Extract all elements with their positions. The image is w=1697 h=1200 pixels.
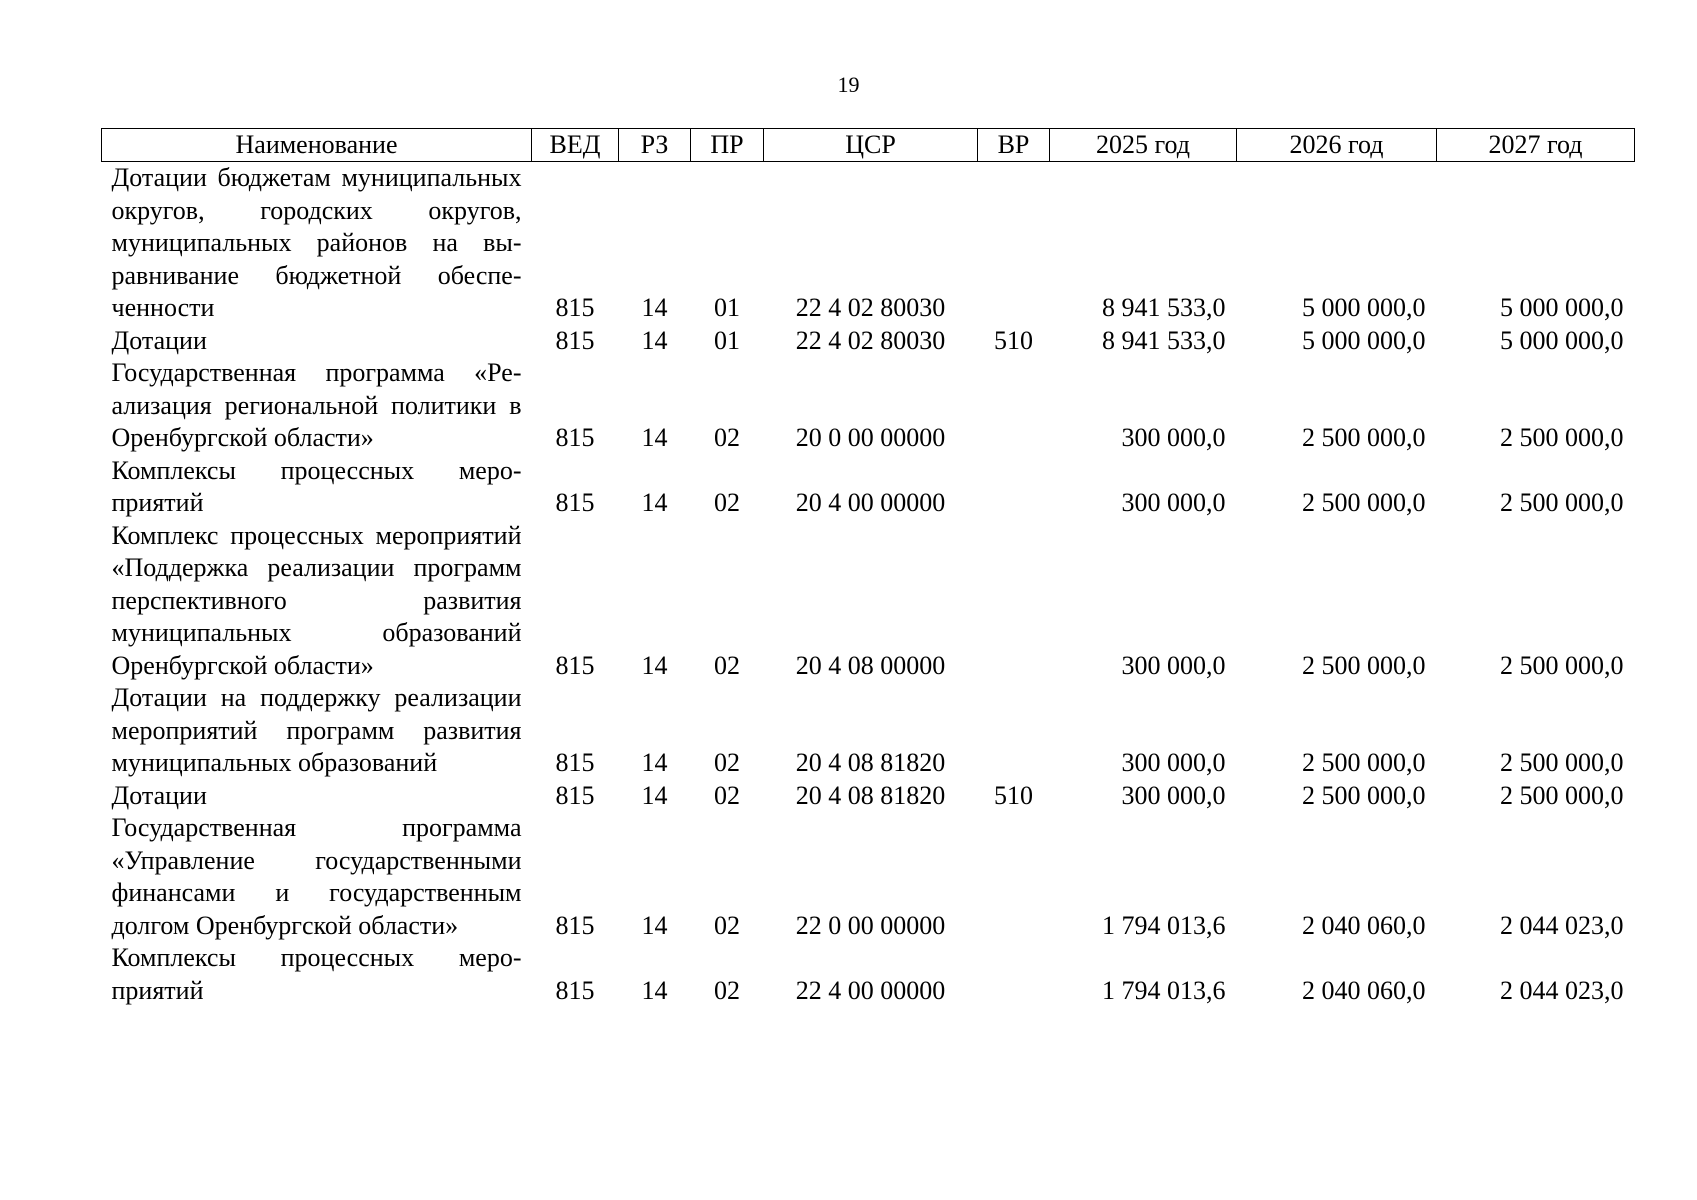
header-2027: 2027 год bbox=[1437, 129, 1635, 162]
cell-vr bbox=[978, 162, 1050, 325]
cell-2026: 2 500 000,0 bbox=[1302, 650, 1426, 680]
cell-csr: 20 4 00 00000 bbox=[795, 488, 946, 517]
cell-ved: 815 bbox=[555, 488, 595, 517]
cell-2026: 2 500 000,0 bbox=[1302, 423, 1426, 452]
table-row bbox=[102, 162, 1635, 325]
cell-ved: 815 bbox=[555, 780, 595, 810]
cell-pr: 02 bbox=[714, 910, 740, 940]
cell-ved: 815 bbox=[555, 650, 595, 680]
table-header bbox=[102, 129, 1635, 162]
cell-2027: 5 000 000,0 bbox=[1500, 293, 1624, 322]
cell-2026: 2 500 000,0 bbox=[1302, 488, 1426, 517]
cell-2026: 2 500 000,0 bbox=[1302, 780, 1426, 810]
cell-ved: 815 bbox=[555, 293, 595, 322]
header-2026: 2026 год bbox=[1237, 129, 1437, 162]
cell-2027: 2 500 000,0 bbox=[1500, 780, 1624, 810]
cell-2027: 2 500 000,0 bbox=[1500, 650, 1624, 680]
cell-2026: 5 000 000,0 bbox=[1302, 293, 1426, 322]
cell-name: Комплексы процессных мероприятий bbox=[111, 943, 522, 1005]
cell-csr: 20 4 08 81820 bbox=[795, 748, 946, 777]
cell-ved: 815 bbox=[555, 975, 595, 1005]
header-ved: ВЕД bbox=[532, 129, 619, 162]
cell-2027: 5 000 000,0 bbox=[1500, 325, 1624, 355]
cell-csr: 22 4 00 00000 bbox=[795, 975, 946, 1005]
table-row bbox=[102, 682, 1635, 780]
cell-name: Дотации на поддержку реализации мероприятий программ развития муниципальных образований bbox=[111, 683, 522, 777]
cell-pr: 01 bbox=[714, 325, 740, 355]
cell-rz: 14 bbox=[641, 423, 668, 452]
cell-2026: 2 500 000,0 bbox=[1302, 748, 1426, 777]
cell-ved: 815 bbox=[555, 748, 595, 777]
cell-csr: 20 0 00 00000 bbox=[795, 423, 946, 452]
cell-name: Государственная программа «Управление государственными финансами и государственным долгом Оренбургской области» bbox=[111, 813, 522, 940]
table-row bbox=[102, 520, 1635, 683]
header-vr: ВР bbox=[978, 129, 1050, 162]
cell-pr: 02 bbox=[714, 488, 740, 517]
cell-name: Дотации bbox=[111, 780, 207, 810]
cell-rz: 14 bbox=[641, 488, 668, 517]
table-row bbox=[102, 325, 1635, 358]
cell-rz: 14 bbox=[641, 780, 668, 810]
table-row bbox=[102, 812, 1635, 942]
cell-pr: 02 bbox=[714, 650, 740, 680]
cell-pr: 01 bbox=[714, 293, 740, 322]
header-pr: ПР bbox=[691, 129, 764, 162]
header-name: Наименование bbox=[102, 129, 532, 162]
page-number: 19 bbox=[837, 72, 860, 97]
cell-2027: 2 500 000,0 bbox=[1500, 423, 1624, 452]
cell-vr bbox=[978, 520, 1050, 683]
cell-2025: 1 794 013,6 bbox=[1102, 975, 1226, 1005]
cell-vr bbox=[978, 812, 1050, 942]
cell-2025: 1 794 013,6 bbox=[1102, 910, 1226, 940]
cell-2027: 2 500 000,0 bbox=[1500, 748, 1624, 777]
cell-2025: 8 941 533,0 bbox=[1102, 293, 1226, 322]
cell-csr: 20 4 08 81820 bbox=[795, 780, 946, 810]
cell-name: Государственная программа «Реализация региональной политики в Оренбургской области» bbox=[111, 358, 522, 452]
cell-csr: 20 4 08 00000 bbox=[795, 650, 946, 680]
cell-rz: 14 bbox=[641, 293, 668, 322]
cell-name: Дотации бюджетам муниципальных округов, городских округов, муниципальных районов на выравнивание бюджетной обеспеченности bbox=[111, 163, 522, 322]
cell-name: Комплекс процессных мероприятий «Поддержка реализации программ перспективного развития муниципальных образований Оренбургской области» bbox=[111, 520, 522, 680]
cell-vr bbox=[978, 682, 1050, 780]
cell-2027: 2 044 023,0 bbox=[1500, 975, 1624, 1005]
cell-rz: 14 bbox=[641, 910, 668, 940]
cell-2025: 300 000,0 bbox=[1121, 780, 1226, 810]
table-row bbox=[102, 455, 1635, 520]
cell-2026: 2 040 060,0 bbox=[1302, 910, 1426, 940]
budget-table bbox=[101, 128, 1635, 1007]
cell-vr bbox=[978, 357, 1050, 455]
cell-rz: 14 bbox=[641, 748, 668, 777]
cell-vr bbox=[978, 942, 1050, 1007]
cell-2025: 300 000,0 bbox=[1121, 650, 1226, 680]
cell-2025: 8 941 533,0 bbox=[1102, 325, 1226, 355]
table-row bbox=[102, 942, 1635, 1007]
cell-2027: 2 500 000,0 bbox=[1500, 488, 1624, 517]
cell-name: Дотации bbox=[111, 325, 207, 355]
cell-2025: 300 000,0 bbox=[1121, 748, 1226, 777]
table-row bbox=[102, 357, 1635, 455]
header-csr: ЦСР bbox=[764, 129, 978, 162]
cell-vr: 510 bbox=[994, 325, 1033, 355]
header-2025: 2025 год bbox=[1050, 129, 1237, 162]
cell-pr: 02 bbox=[714, 423, 740, 452]
cell-ved: 815 bbox=[555, 325, 595, 355]
cell-csr: 22 4 02 80030 bbox=[795, 293, 946, 322]
cell-rz: 14 bbox=[641, 650, 668, 680]
cell-ved: 815 bbox=[555, 423, 595, 452]
cell-ved: 815 bbox=[555, 910, 595, 940]
cell-rz: 14 bbox=[641, 325, 668, 355]
header-rz: РЗ bbox=[619, 129, 691, 162]
cell-pr: 02 bbox=[714, 748, 740, 777]
table-body bbox=[102, 162, 1635, 1008]
cell-vr: 510 bbox=[994, 780, 1033, 810]
table-row bbox=[102, 780, 1635, 813]
cell-2026: 5 000 000,0 bbox=[1302, 325, 1426, 355]
cell-pr: 02 bbox=[714, 975, 740, 1005]
cell-2026: 2 040 060,0 bbox=[1302, 975, 1426, 1005]
cell-pr: 02 bbox=[714, 780, 740, 810]
cell-2025: 300 000,0 bbox=[1121, 488, 1226, 517]
cell-name: Комплексы процессных мероприятий bbox=[111, 455, 522, 517]
header-row bbox=[102, 129, 1635, 162]
cell-csr: 22 4 02 80030 bbox=[795, 325, 946, 355]
cell-vr bbox=[978, 455, 1050, 520]
cell-csr: 22 0 00 00000 bbox=[795, 910, 946, 940]
cell-rz: 14 bbox=[641, 975, 668, 1005]
cell-2027: 2 044 023,0 bbox=[1500, 910, 1624, 940]
cell-2025: 300 000,0 bbox=[1121, 423, 1226, 452]
